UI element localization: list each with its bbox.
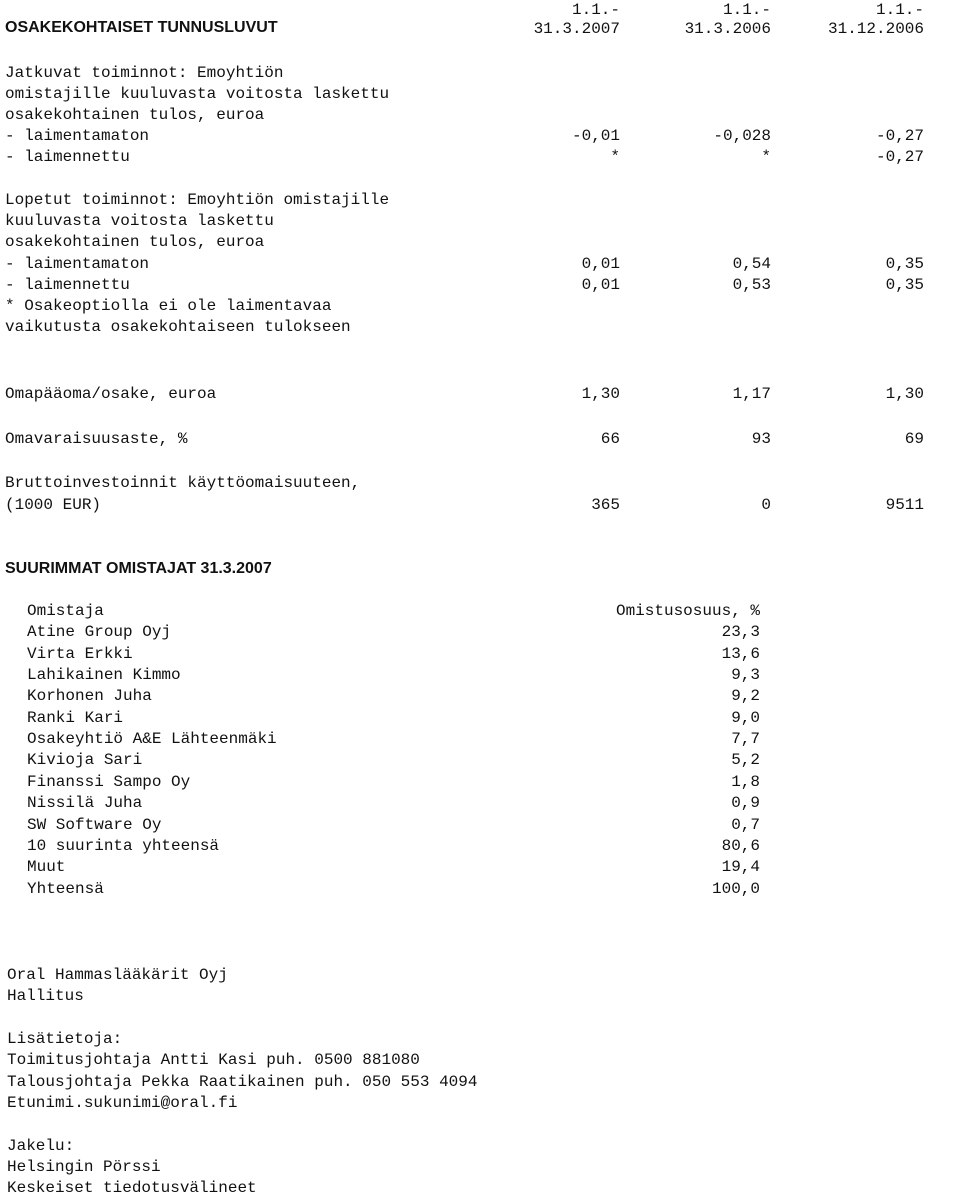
info-title: Lisätietoja: bbox=[7, 1030, 123, 1048]
distribution-title: Jakelu: bbox=[7, 1137, 75, 1155]
owner-name: Yhteensä bbox=[27, 880, 104, 898]
owner-share: 7,7 bbox=[731, 730, 760, 748]
section-title-tunnusluvut: OSAKEKOHTAISET TUNNUSLUVUT bbox=[5, 19, 278, 36]
period-3-line2: 31.12.2006 bbox=[827, 20, 924, 38]
footnote-line2: vaikutusta osakekohtaiseen tulokseen bbox=[5, 318, 351, 336]
owner-share: 0,7 bbox=[731, 816, 760, 834]
owner-share: 1,8 bbox=[731, 773, 760, 791]
continuing-row-value: -0,028 bbox=[713, 127, 771, 145]
equity-per-share-value: 1,30 bbox=[581, 385, 620, 403]
contact-cfo: Talousjohtaja Pekka Raatikainen puh. 050 553 4094 bbox=[7, 1073, 478, 1091]
owner-name: Lahikainen Kimmo bbox=[27, 666, 181, 684]
continuing-heading-line2: omistajille kuuluvasta voitosta laskettu bbox=[5, 85, 390, 103]
discontinued-row-value: 0,53 bbox=[732, 276, 771, 294]
owner-name: Virta Erkki bbox=[27, 645, 133, 663]
equity-per-share-value: 1,30 bbox=[885, 385, 924, 403]
contact-ceo: Toimitusjohtaja Antti Kasi puh. 0500 881080 bbox=[7, 1051, 420, 1069]
owners-col-share-header: Omistusosuus, % bbox=[615, 602, 760, 620]
equity-per-share-value: 1,17 bbox=[732, 385, 771, 403]
continuing-heading-line3: osakekohtainen tulos, euroa bbox=[5, 106, 265, 124]
company-name: Oral Hammaslääkärit Oyj bbox=[7, 966, 228, 984]
continuing-row-value: * bbox=[610, 148, 620, 166]
period-3-line1: 1.1.- bbox=[875, 1, 924, 19]
continuing-row-value: -0,27 bbox=[875, 148, 924, 166]
board-signature: Hallitus bbox=[7, 987, 84, 1005]
period-2-line2: 31.3.2006 bbox=[684, 20, 771, 38]
owners-col-owner-header: Omistaja bbox=[27, 602, 104, 620]
discontinued-row-label: - laimennettu bbox=[5, 276, 130, 294]
discontinued-heading-line1: Lopetut toiminnot: Emoyhtiön omistajille bbox=[5, 191, 390, 209]
equity-per-share-label: Omapääoma/osake, euroa bbox=[5, 385, 217, 403]
owner-share: 100,0 bbox=[711, 880, 760, 898]
discontinued-row-value: 0,01 bbox=[581, 255, 620, 273]
investments-value: 365 bbox=[591, 496, 620, 514]
period-1-line2: 31.3.2007 bbox=[533, 20, 620, 38]
continuing-row-label: - laimennettu bbox=[5, 148, 130, 166]
owner-name: Atine Group Oyj bbox=[27, 623, 172, 641]
equity-ratio-value: 93 bbox=[751, 430, 771, 448]
investments-value: 9511 bbox=[885, 496, 924, 514]
continuing-row-value: -0,27 bbox=[875, 127, 924, 145]
continuing-heading-line1: Jatkuvat toiminnot: Emoyhtiön bbox=[5, 64, 284, 82]
footnote-line1: * Osakeoptiolla ei ole laimentavaa bbox=[5, 297, 332, 315]
owner-share: 13,6 bbox=[721, 645, 760, 663]
contact-email: Etunimi.sukunimi@oral.fi bbox=[7, 1094, 238, 1112]
period-2-line1: 1.1.- bbox=[722, 1, 771, 19]
period-1-line1: 1.1.- bbox=[571, 1, 620, 19]
owner-name: SW Software Oy bbox=[27, 816, 162, 834]
owner-name: Finanssi Sampo Oy bbox=[27, 773, 191, 791]
distribution-item: Keskeiset tiedotusvälineet bbox=[7, 1179, 257, 1197]
continuing-row-value: * bbox=[761, 148, 771, 166]
investments-label-line1: Bruttoinvestoinnit käyttöomaisuuteen, bbox=[5, 474, 361, 492]
continuing-row-label: - laimentamaton bbox=[5, 127, 150, 145]
owner-name: Osakeyhtiö A&E Lähteenmäki bbox=[27, 730, 277, 748]
discontinued-row-value: 0,35 bbox=[885, 276, 924, 294]
equity-ratio-value: 66 bbox=[600, 430, 620, 448]
equity-ratio-label: Omavaraisuusaste, % bbox=[5, 430, 188, 448]
owner-share: 9,0 bbox=[731, 709, 760, 727]
owner-share: 5,2 bbox=[731, 751, 760, 769]
distribution-item: Helsingin Pörssi bbox=[7, 1158, 161, 1176]
owner-name: Ranki Kari bbox=[27, 709, 124, 727]
discontinued-row-value: 0,35 bbox=[885, 255, 924, 273]
discontinued-heading-line2: kuuluvasta voitosta laskettu bbox=[5, 212, 274, 230]
owner-share: 23,3 bbox=[721, 623, 760, 641]
owner-name: Muut bbox=[27, 858, 66, 876]
owner-share: 9,2 bbox=[731, 687, 760, 705]
equity-ratio-value: 69 bbox=[904, 430, 924, 448]
owner-name: Korhonen Juha bbox=[27, 687, 152, 705]
owner-name: Kivioja Sari bbox=[27, 751, 143, 769]
owner-share: 80,6 bbox=[721, 837, 760, 855]
discontinued-heading-line3: osakekohtainen tulos, euroa bbox=[5, 233, 265, 251]
continuing-row-value: -0,01 bbox=[571, 127, 620, 145]
owner-share: 9,3 bbox=[731, 666, 760, 684]
discontinued-row-value: 0,01 bbox=[581, 276, 620, 294]
discontinued-row-value: 0,54 bbox=[732, 255, 771, 273]
owner-name: 10 suurinta yhteensä bbox=[27, 837, 220, 855]
owner-share: 19,4 bbox=[721, 858, 760, 876]
investments-label-line2: (1000 EUR) bbox=[5, 496, 102, 514]
discontinued-row-label: - laimentamaton bbox=[5, 255, 150, 273]
section-title-owners: SUURIMMAT OMISTAJAT 31.3.2007 bbox=[5, 560, 272, 577]
owner-name: Nissilä Juha bbox=[27, 794, 143, 812]
investments-value: 0 bbox=[761, 496, 771, 514]
owner-share: 0,9 bbox=[731, 794, 760, 812]
